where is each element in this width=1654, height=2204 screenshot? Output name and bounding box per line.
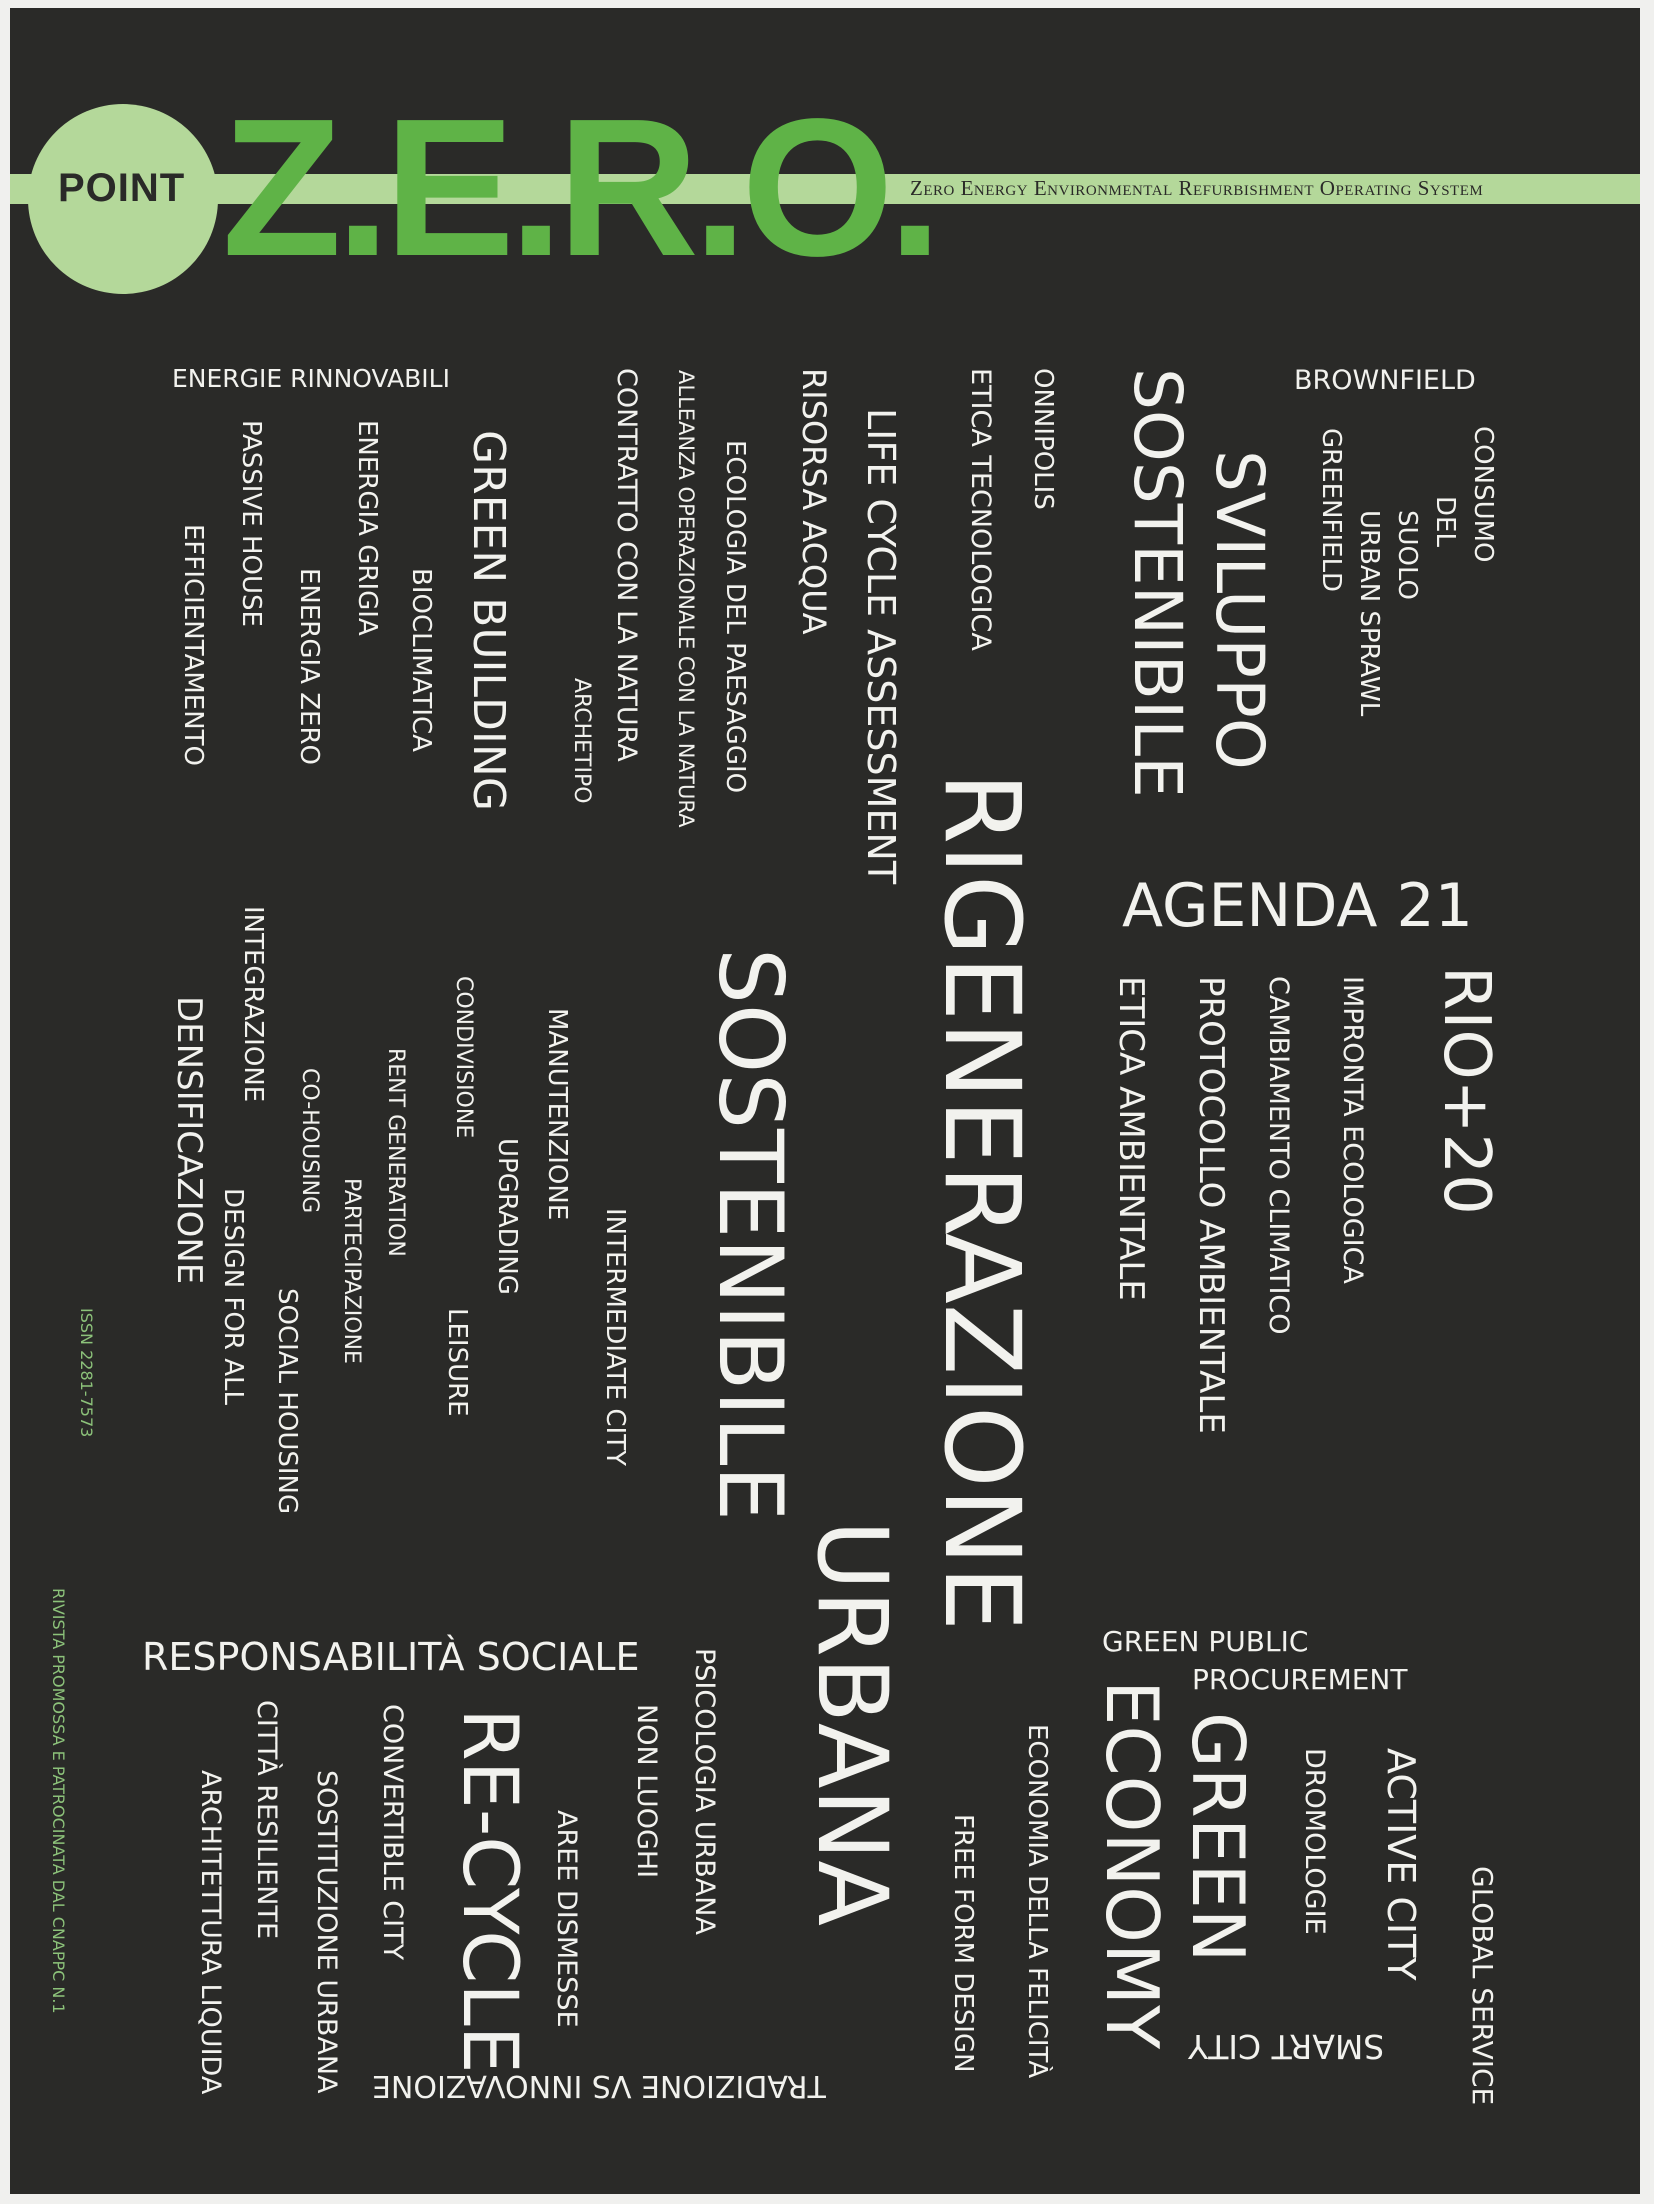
- word-tradizione: TRADIZIONE VS INNOVAZIONE: [372, 2068, 826, 2103]
- word-archetipo: ARCHETIPO: [569, 678, 594, 804]
- word-upgrading: UPGRADING: [492, 1138, 522, 1295]
- masthead-subtitle: Zero Energy Environmental Refurbishment Operating System: [910, 176, 1484, 200]
- word-sostenibile-mid: SOSTENIBILE: [699, 948, 802, 1522]
- word-responsabilita: RESPONSABILITÀ SOCIALE: [142, 1635, 640, 1679]
- word-green-public: GREEN PUBLIC: [1102, 1625, 1309, 1658]
- word-etica-ambientale: ETICA AMBIENTALE: [1111, 976, 1151, 1301]
- word-greenfield: GREENFIELD: [1316, 428, 1346, 593]
- word-energia-grigia: ENERGIA GRIGIA: [352, 420, 382, 636]
- word-suolo: SUOLO: [1392, 510, 1422, 601]
- word-rent-generation: RENT GENERATION: [383, 1048, 408, 1257]
- word-densificazione: DENSIFICAZIONE: [169, 996, 209, 1285]
- word-green: GREEN: [1176, 1712, 1260, 1963]
- word-bioclimatica: BIOCLIMATICA: [406, 568, 436, 752]
- word-alleanza: ALLEANZA OPERAZIONALE CON LA NATURA: [674, 370, 698, 828]
- word-sostenibile-top: SOSTENIBILE: [1119, 368, 1196, 798]
- word-global-service: GLOBAL SERVICE: [1466, 1866, 1499, 2106]
- word-free-form: FREE FORM DESIGN: [948, 1814, 978, 2073]
- word-non-luoghi: NON LUOGHI: [631, 1704, 662, 1879]
- word-manutenzione: MANUTENZIONE: [542, 1008, 572, 1221]
- word-smart-city: SMART CITY: [1188, 2027, 1385, 2066]
- word-sostituzione: SOSTITUZIONE URBANA: [311, 1770, 342, 2094]
- word-dromologie: DROMOLOGIE: [1299, 1748, 1330, 1935]
- word-intermediate-city: INTERMEDIATE CITY: [600, 1208, 630, 1466]
- word-impronta: IMPRONTA ECOLOGICA: [1337, 976, 1368, 1284]
- word-contratto: CONTRATTO CON LA NATURA: [611, 368, 642, 762]
- spine-rivista: RIVISTA PROMOSSA E PATROCINATA DAL CNAPPC N.1: [49, 1588, 68, 2014]
- word-etica-tecnologica: ETICA TECNOLOGICA: [965, 368, 996, 651]
- word-design-for-all: DESIGN FOR ALL: [218, 1188, 248, 1405]
- word-rigenerazione: RIGENERAZIONE: [921, 772, 1043, 1632]
- word-del: DEL: [1430, 496, 1460, 547]
- word-agenda-21: AGENDA 21: [1122, 871, 1473, 941]
- word-citta-resiliente: CITTÀ RESILIENTE: [251, 1700, 282, 1940]
- word-active-city: ACTIVE CITY: [1379, 1748, 1423, 1981]
- word-cambiamento: CAMBIAMENTO CLIMATICO: [1263, 976, 1294, 1335]
- word-partecipazione: PARTECIPAZIONE: [339, 1178, 364, 1364]
- word-efficientamento: EFFICIENTAMENTO: [178, 524, 208, 767]
- masthead-logo: Z.E.R.O.: [222, 78, 937, 297]
- word-onnipolis: ONNIPOLIS: [1028, 368, 1058, 510]
- word-co-housing: CO-HOUSING: [297, 1068, 322, 1214]
- word-integrazione: INTEGRAZIONE: [238, 906, 268, 1103]
- word-life-cycle: LIFE CYCLE ASSESSMENT: [859, 408, 903, 885]
- word-energie-rinnovabili: ENERGIE RINNOVABILI: [172, 364, 450, 393]
- word-green-building: GREEN BUILDING: [463, 430, 514, 811]
- word-energia-zero: ENERGIA ZERO: [294, 568, 324, 766]
- word-consumo: CONSUMO: [1468, 426, 1498, 563]
- word-social-housing: SOCIAL HOUSING: [272, 1288, 302, 1515]
- word-economy: ECONOMY: [1090, 1680, 1174, 2050]
- word-re-cycle: RE-CYCLE: [446, 1708, 535, 2074]
- word-convertible-city: CONVERTIBLE CITY: [377, 1704, 408, 1961]
- word-protocollo: PROTOCOLLO AMBIENTALE: [1191, 976, 1231, 1434]
- word-architettura-liquida: ARCHITETTURA LIQUIDA: [195, 1770, 226, 2095]
- masthead-point: POINT: [58, 166, 186, 210]
- word-economia-felicita: ECONOMIA DELLA FELICITÀ: [1022, 1724, 1052, 2079]
- magazine-cover: [10, 8, 1640, 2194]
- word-passive-house: PASSIVE HOUSE: [236, 420, 266, 627]
- word-ecologia-paesaggio: ECOLOGIA DEL PAESAGGIO: [720, 440, 750, 794]
- word-aree-dismesse: AREE DISMESSE: [551, 1810, 582, 2028]
- word-brownfield: BROWNFIELD: [1294, 365, 1476, 396]
- word-condivisione: CONDIVISIONE: [451, 976, 476, 1139]
- word-rio-20: RIO+20: [1429, 966, 1503, 1215]
- word-leisure: LEISURE: [442, 1308, 472, 1417]
- word-procurement: PROCUREMENT: [1192, 1663, 1408, 1696]
- word-urban-sprawl: URBAN SPRAWL: [1354, 510, 1384, 717]
- word-risorsa-acqua: RISORSA ACQUA: [795, 368, 833, 635]
- spine-issn: ISSN 2281-7573: [77, 1308, 96, 1438]
- word-sviluppo: SVILUPPO: [1201, 450, 1278, 770]
- word-psicologia: PSICOLOGIA URBANA: [689, 1648, 720, 1935]
- word-urbana: URBANA: [796, 1520, 908, 1926]
